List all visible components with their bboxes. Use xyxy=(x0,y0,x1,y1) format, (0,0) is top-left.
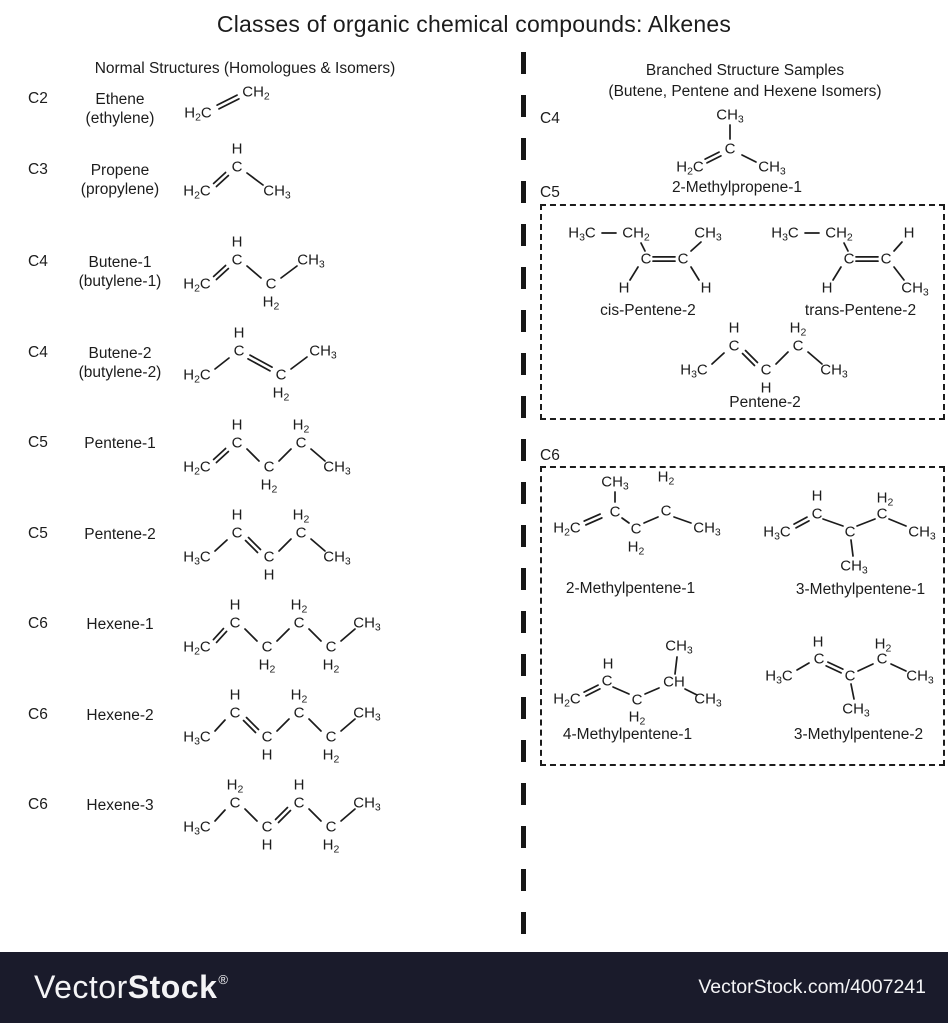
compound-name: Propene xyxy=(90,162,150,179)
atom-label: $H_3C$ xyxy=(771,224,799,244)
caption-cis-pentene-2: cis-Pentene-2 xyxy=(600,302,696,319)
atom-label: C xyxy=(601,672,613,690)
atom-label: H xyxy=(812,633,824,651)
group-label-c4: C4 xyxy=(540,110,560,127)
atom-label: $H_2C$ xyxy=(183,458,211,478)
bond-lines xyxy=(175,775,395,855)
atom-label: C xyxy=(843,250,855,268)
structure-trans-pentene-2 xyxy=(763,218,943,306)
atom-label: $H_3C$ xyxy=(568,224,596,244)
atom-label: C xyxy=(293,794,305,812)
atom-label: H xyxy=(231,140,243,158)
atom-label: $CH_3$ xyxy=(323,458,351,478)
structure-ethene xyxy=(176,80,286,125)
compound-alt-name: (ethylene) xyxy=(85,110,155,127)
atom-label: C xyxy=(325,638,337,656)
structure-butene-1 xyxy=(175,232,335,312)
atom-label: C xyxy=(261,728,273,746)
atom-label: H xyxy=(728,319,740,337)
atom-label: C xyxy=(660,502,672,520)
compound-name: Ethene xyxy=(95,91,145,108)
atom-label: $CH_3$ xyxy=(694,690,722,710)
carbon-count: C4 xyxy=(28,253,48,270)
atom-label: C xyxy=(229,704,241,722)
bond-lines xyxy=(175,232,335,312)
group-label-c6: C6 xyxy=(540,447,560,464)
atom-label: $H_2$ xyxy=(876,489,894,509)
brand-bold: Stock xyxy=(127,969,218,1005)
carbon-count: C3 xyxy=(28,161,48,178)
compound-name: Butene-2 xyxy=(88,345,152,362)
atom-label: $CH_3$ xyxy=(758,158,786,178)
atom-label: H xyxy=(231,233,243,251)
compound-name: Hexene-3 xyxy=(86,797,154,814)
atom-label: H xyxy=(618,279,630,297)
atom-label: $H_2$ xyxy=(272,384,290,404)
atom-label: $CH_3$ xyxy=(353,704,381,724)
carbon-count: C4 xyxy=(28,344,48,361)
caption-pentene-2: Pentene-2 xyxy=(729,394,801,411)
atom-label: $CH_3$ xyxy=(263,182,291,202)
compound-alt-name: (butylene-1) xyxy=(78,273,162,290)
atom-label: $CH_2$ xyxy=(622,224,650,244)
atom-label: H xyxy=(229,686,241,704)
atom-label: C xyxy=(293,614,305,632)
atom-label: C xyxy=(293,704,305,722)
carbon-count: C2 xyxy=(28,90,48,107)
atom-label: C xyxy=(630,520,642,538)
atom-label: $H_2$ xyxy=(322,656,340,676)
atom-label: $CH_2$ xyxy=(242,83,270,103)
atom-label: H xyxy=(261,836,273,854)
atom-label: C xyxy=(263,548,275,566)
atom-label: $H_2C$ xyxy=(553,519,581,539)
atom-label: C xyxy=(231,251,243,269)
atom-label: $H_3C$ xyxy=(765,667,793,687)
atom-label: $H_2$ xyxy=(627,538,645,558)
atom-label: $CH_3$ xyxy=(716,106,744,126)
brand-normal: Vector xyxy=(34,969,128,1005)
registered-mark: ® xyxy=(218,972,229,987)
atom-label: $H_2$ xyxy=(657,468,675,488)
atom-label: $H_2C$ xyxy=(676,158,704,178)
structure-pentene-2-sample xyxy=(672,318,862,398)
structure-2-methylpentene-1 xyxy=(545,468,735,568)
atom-label: C xyxy=(325,818,337,836)
atom-label: $H_2$ xyxy=(322,836,340,856)
structure-butene-2 xyxy=(175,323,345,403)
structure-2-methylpropene-1 xyxy=(650,103,810,183)
atom-label: H xyxy=(903,224,915,242)
atom-label: $H_2C$ xyxy=(183,182,211,202)
atom-label: C xyxy=(813,650,825,668)
atom-label: H xyxy=(821,279,833,297)
atom-label: H xyxy=(700,279,712,297)
atom-label: $CH_3$ xyxy=(694,224,722,244)
atom-label: H xyxy=(229,596,241,614)
bond-lines xyxy=(175,595,395,675)
atom-label: C xyxy=(880,250,892,268)
atom-label: C xyxy=(724,140,736,158)
atom-label: H xyxy=(760,379,772,397)
structure-hexene-1 xyxy=(175,595,395,675)
atom-label: C xyxy=(811,505,823,523)
atom-label: $CH_3$ xyxy=(309,342,337,362)
compound-name: Butene-1 xyxy=(88,254,152,271)
carbon-count: C6 xyxy=(28,706,48,723)
atom-label: $H_2$ xyxy=(322,746,340,766)
atom-label: $CH_3$ xyxy=(820,361,848,381)
atom-label: $H_2$ xyxy=(292,416,310,436)
atom-label: C xyxy=(295,434,307,452)
atom-label: $H_2$ xyxy=(258,656,276,676)
atom-label: $H_2C$ xyxy=(183,638,211,658)
right-header-line1: Branched Structure Samples xyxy=(645,62,845,79)
caption-2-methylpentene-1: 2-Methylpentene-1 xyxy=(565,580,696,597)
atom-label: $H_2$ xyxy=(292,506,310,526)
atom-label: C xyxy=(844,523,856,541)
structure-4-methylpentene-1 xyxy=(545,632,735,732)
atom-label: C xyxy=(261,818,273,836)
atom-label: H xyxy=(602,655,614,673)
right-header-line2: (Butene, Pentene and Hexene Isomers) xyxy=(608,83,882,100)
atom-label: $CH_3$ xyxy=(353,794,381,814)
atom-label: C xyxy=(631,691,643,709)
atom-label: $H_3C$ xyxy=(183,818,211,838)
bond-lines xyxy=(175,323,345,403)
atom-label: C xyxy=(640,250,652,268)
left-panel-header: Normal Structures (Homologues & Isomers) xyxy=(94,60,396,77)
atom-label: H xyxy=(811,487,823,505)
structure-pentene-1 xyxy=(175,415,365,495)
structure-3-methylpentene-1 xyxy=(755,486,945,586)
atom-label: H xyxy=(233,324,245,342)
caption-2-methylpropene-1: 2-Methylpropene-1 xyxy=(671,179,803,196)
atom-label: $H_2$ xyxy=(290,686,308,706)
atom-label: C xyxy=(233,342,245,360)
atom-label: C xyxy=(229,614,241,632)
atom-label: C xyxy=(231,434,243,452)
structure-cis-pentene-2 xyxy=(560,218,735,306)
atom-label: $H_2$ xyxy=(260,476,278,496)
compound-name: Pentene-1 xyxy=(84,435,156,452)
atom-label: C xyxy=(677,250,689,268)
structure-hexene-2 xyxy=(175,685,395,765)
compound-name: Hexene-1 xyxy=(86,616,154,633)
atom-label: H xyxy=(231,506,243,524)
atom-label: $CH_3$ xyxy=(297,251,325,271)
atom-label: $H_3C$ xyxy=(680,361,708,381)
compound-name: Pentene-2 xyxy=(84,526,156,543)
panel-divider xyxy=(521,52,526,952)
page-title: Classes of organic chemical compounds: Alkenes xyxy=(216,11,732,37)
atom-label: $H_3C$ xyxy=(183,548,211,568)
carbon-count: C6 xyxy=(28,615,48,632)
atom-label: C xyxy=(265,275,277,293)
atom-label: C xyxy=(231,158,243,176)
atom-label: C xyxy=(792,337,804,355)
vectorstock-logo[interactable] xyxy=(34,969,228,1006)
atom-label: $CH_3$ xyxy=(840,557,868,577)
atom-label: $H_2C$ xyxy=(553,690,581,710)
atom-label: H xyxy=(261,746,273,764)
carbon-count: C5 xyxy=(28,525,48,542)
caption-trans-pentene-2: trans-Pentene-2 xyxy=(804,302,917,319)
atom-label: $CH_3$ xyxy=(842,700,870,720)
atom-label: C xyxy=(728,337,740,355)
atom-label: $CH_3$ xyxy=(601,473,629,493)
atom-label: C xyxy=(325,728,337,746)
atom-label: $H_2C$ xyxy=(184,104,212,124)
atom-label: C xyxy=(876,650,888,668)
atom-label: C xyxy=(229,794,241,812)
watermark-bar xyxy=(0,952,948,1023)
compound-name: Hexene-2 xyxy=(86,707,154,724)
carbon-count: C6 xyxy=(28,796,48,813)
atom-label: $H_2$ xyxy=(226,776,244,796)
caption-4-methylpentene-1: 4-Methylpentene-1 xyxy=(562,726,693,743)
atom-label: C xyxy=(844,667,856,685)
atom-label: C xyxy=(263,458,275,476)
atom-label: $CH_3$ xyxy=(906,667,934,687)
atom-label: $CH_3$ xyxy=(665,637,693,657)
atom-label: $CH_3$ xyxy=(353,614,381,634)
atom-label: H xyxy=(263,566,275,584)
atom-label: C xyxy=(876,505,888,523)
atom-label: $H_2C$ xyxy=(183,275,211,295)
structure-propene xyxy=(175,140,305,205)
atom-label: C xyxy=(231,524,243,542)
compound-alt-name: (butylene-2) xyxy=(78,364,162,381)
atom-label: CH xyxy=(663,673,685,691)
atom-label: $H_3C$ xyxy=(183,728,211,748)
atom-label: $H_2$ xyxy=(628,708,646,728)
atom-label: $CH_3$ xyxy=(693,519,721,539)
atom-label: $H_2$ xyxy=(789,319,807,339)
vectorstock-url[interactable]: VectorStock.com/4007241 xyxy=(698,976,926,998)
structure-3-methylpentene-2 xyxy=(755,632,945,732)
group-label-c5: C5 xyxy=(540,184,560,201)
atom-label: H xyxy=(231,416,243,434)
atom-label: C xyxy=(760,361,772,379)
atom-label: $H_2$ xyxy=(290,596,308,616)
structure-pentene-2 xyxy=(175,505,365,585)
atom-label: $H_3C$ xyxy=(763,523,791,543)
atom-label: C xyxy=(609,503,621,521)
right-panel-header xyxy=(545,60,945,102)
atom-label: C xyxy=(275,366,287,384)
atom-label: C xyxy=(261,638,273,656)
bond-lines xyxy=(175,685,395,765)
caption-3-methylpentene-2: 3-Methylpentene-2 xyxy=(793,726,924,743)
atom-label: $H_2$ xyxy=(262,293,280,313)
atom-label: $CH_3$ xyxy=(323,548,351,568)
atom-label: $CH_3$ xyxy=(901,279,929,299)
compound-alt-name: (propylene) xyxy=(80,181,160,198)
atom-label: $H_2$ xyxy=(874,635,892,655)
atom-label: $CH_3$ xyxy=(908,523,936,543)
structure-hexene-3 xyxy=(175,775,395,855)
atom-label: H xyxy=(293,776,305,794)
atom-label: C xyxy=(295,524,307,542)
caption-3-methylpentene-1: 3-Methylpentene-1 xyxy=(795,581,926,598)
atom-label: $H_2C$ xyxy=(183,366,211,386)
atom-label: $CH_2$ xyxy=(825,224,853,244)
carbon-count: C5 xyxy=(28,434,48,451)
